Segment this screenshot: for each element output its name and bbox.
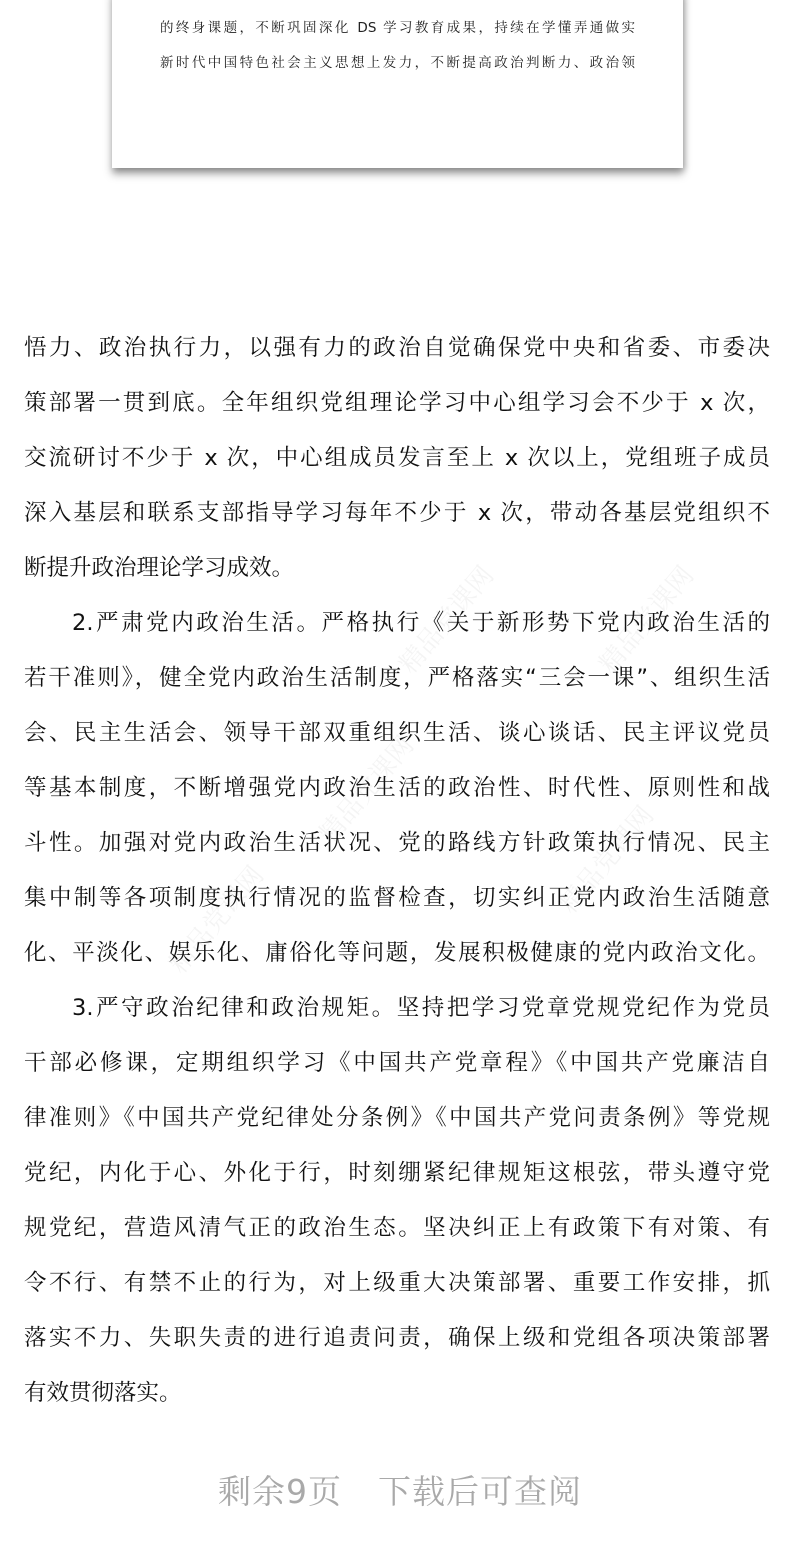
body-text-line: 3.严守政治纪律和政治规矩。坚持把学习党章党规党纪作为党员 bbox=[72, 995, 770, 1021]
download-prompt[interactable] bbox=[0, 1466, 800, 1513]
document-body bbox=[24, 326, 770, 1426]
card-text-line: 的终身课题，不断巩固深化 DS 学习教育成果，持续在学懂弄通做实 bbox=[160, 20, 635, 36]
body-text-line: 若干准则》，健全党内政治生活制度，严格落实“三会一课”、组织生活 bbox=[24, 665, 770, 691]
body-text-line: 党纪，内化于心、外化于行，时刻绷紧纪律规矩这根弦，带头遵守党 bbox=[24, 1160, 770, 1186]
body-text-line: 2.严肃党内政治生活。严格执行《关于新形势下党内政治生活的 bbox=[72, 610, 770, 636]
body-text-line: 交流研讨不少于 x 次，中心组成员发言至上 x 次以上，党组班子成员 bbox=[24, 445, 770, 471]
body-text-line: 规党纪，营造风清气正的政治生态。坚决纠正上有政策下有对策、有 bbox=[24, 1215, 770, 1241]
body-text-line: 等基本制度，不断增强党内政治生活的政治性、时代性、原则性和战 bbox=[24, 775, 770, 801]
body-text-line: 落实不力、失职失责的进行追责问责，确保上级和党组各项决策部署 bbox=[24, 1325, 770, 1351]
body-text-line: 深入基层和联系支部指导学习每年不少于 x 次，带动各基层党组织不 bbox=[24, 500, 770, 526]
body-text-line: 策部署一贯到底。全年组织党组理论学习中心组学习会不少于 x 次， bbox=[24, 390, 770, 416]
body-text-line: 集中制等各项制度执行情况的监督检查，切实纠正党内政治生活随意 bbox=[24, 885, 770, 911]
body-text-line: 有效贯彻落实。 bbox=[24, 1380, 182, 1406]
body-text-line: 斗性。加强对党内政治生活状况、党的路线方针政策执行情况、民主 bbox=[24, 830, 770, 856]
remaining-pages-label: 剩余9页 bbox=[218, 1472, 342, 1511]
body-text-line: 律准则》《中国共产党纪律处分条例》《中国共产党问责条例》等党规 bbox=[24, 1105, 770, 1131]
card-text-line: 新时代中国特色社会主义思想上发力，不断提高政治判断力、政治领 bbox=[160, 55, 635, 71]
body-text-line: 化、平淡化、娱乐化、庸俗化等问题，发展积极健康的党内政治文化。 bbox=[24, 940, 770, 966]
body-text-line: 干部必修课，定期组织学习《中国共产党章程》《中国共产党廉洁自 bbox=[24, 1050, 770, 1076]
body-text-line: 断提升政治理论学习成效。 bbox=[24, 555, 295, 581]
body-text-line: 悟力、政治执行力，以强有力的政治自觉确保党中央和省委、市委决 bbox=[24, 335, 770, 361]
preview-page-card bbox=[112, 0, 683, 168]
download-hint-label: 下载后可查阅 bbox=[378, 1472, 582, 1511]
body-text-line: 令不行、有禁不止的行为，对上级重大决策部署、重要工作安排，抓 bbox=[24, 1270, 770, 1296]
body-text-line: 会、民主生活会、领导干部双重组织生活、谈心谈话、民主评议党员 bbox=[24, 720, 770, 746]
